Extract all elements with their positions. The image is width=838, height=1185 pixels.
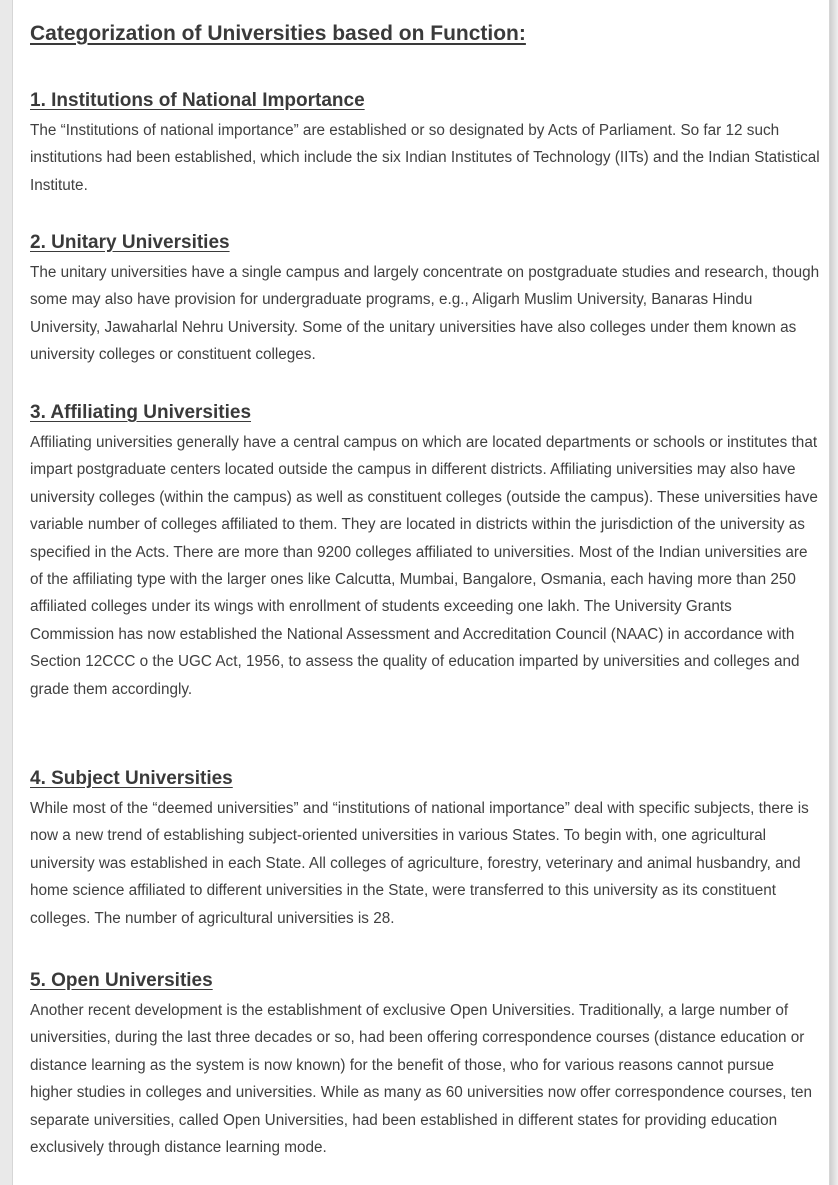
section-body-open: Another recent development is the establishment of exclusive Open Universities. Traditionally, a large number of universities, during the last three decades or so, had been offering correspondence courses (distance education or distance learning as the system is now known) for the benefit of those, who for various reasons cannot pursue higher studies in colleges and universities. While as many as 60 universities now offer correspondence courses, ten separate universities, called Open Universities, had been established in different states for providing education exclusively through distance learning mode.	[30, 1002, 812, 1157]
section-body-subject: While most of the “deemed universities” and “institutions of national importance” deal with specific subjects, there is now a new trend of establishing subject-oriented universities in various States. To begin with, one agricultural university was established in each State. All colleges of agriculture, forestry, veterinary and animal husbandry, and home science affiliated to different universities in the State, were transferred to this university as its constituent colleges. The number of agricultural universities is 28.	[30, 800, 809, 927]
section-body-national-importance: The “Institutions of national importance” are established or so designated by Acts of Parliament. So far 12 such institutions had been established, which include the six Indian Institutes of Technology (IITs) and the Indian Statistical Institute.	[30, 122, 820, 194]
section-heading-unitary: 2. Unitary Universities	[30, 232, 230, 253]
section-heading-national-importance: 1. Institutions of National Importance	[30, 90, 365, 111]
page-title: Categorization of Universities based on Function:	[30, 22, 526, 45]
section-heading-open: 5. Open Universities	[30, 970, 213, 991]
section-body-affiliating: Affiliating universities generally have a central campus on which are located departments or schools or institutes that impart postgraduate centers located outside the campus in different districts. Affiliating universities may also have university colleges (within the campus) as well as constituent colleges (outside the campus). These universities have variable number of colleges affiliated to them. They are located in districts within the jurisdiction of the university as specified in the Acts. There are more than 9200 colleges affiliated to universities. Most of the Indian universities are of the affiliating type with the larger ones like Calcutta, Mumbai, Bangalore, Osmania, each having more than 250 affiliated colleges under its wings with enrollment of students exceeding one lakh. The University Grants Commission has now established the National Assessment and Accreditation Council (NAAC) in accordance with Section 12CCC o the UGC Act, 1956, to assess the quality of education imparted by universities and colleges and grade them accordingly.	[30, 434, 818, 698]
section-heading-affiliating: 3. Affiliating Universities	[30, 402, 252, 423]
section-body-unitary: The unitary universities have a single campus and largely concentrate on postgraduate studies and research, though some may also have provision for undergraduate programs, e.g., Aligarh Muslim University, Banaras Hindu University, Jawaharlal Nehru University. Some of the unitary universities have also colleges under them known as university colleges or constituent colleges.	[30, 264, 820, 364]
page-edge-shadow	[830, 0, 838, 1185]
document-page	[12, 0, 830, 1185]
section-heading-subject: 4. Subject Universities	[30, 768, 233, 789]
